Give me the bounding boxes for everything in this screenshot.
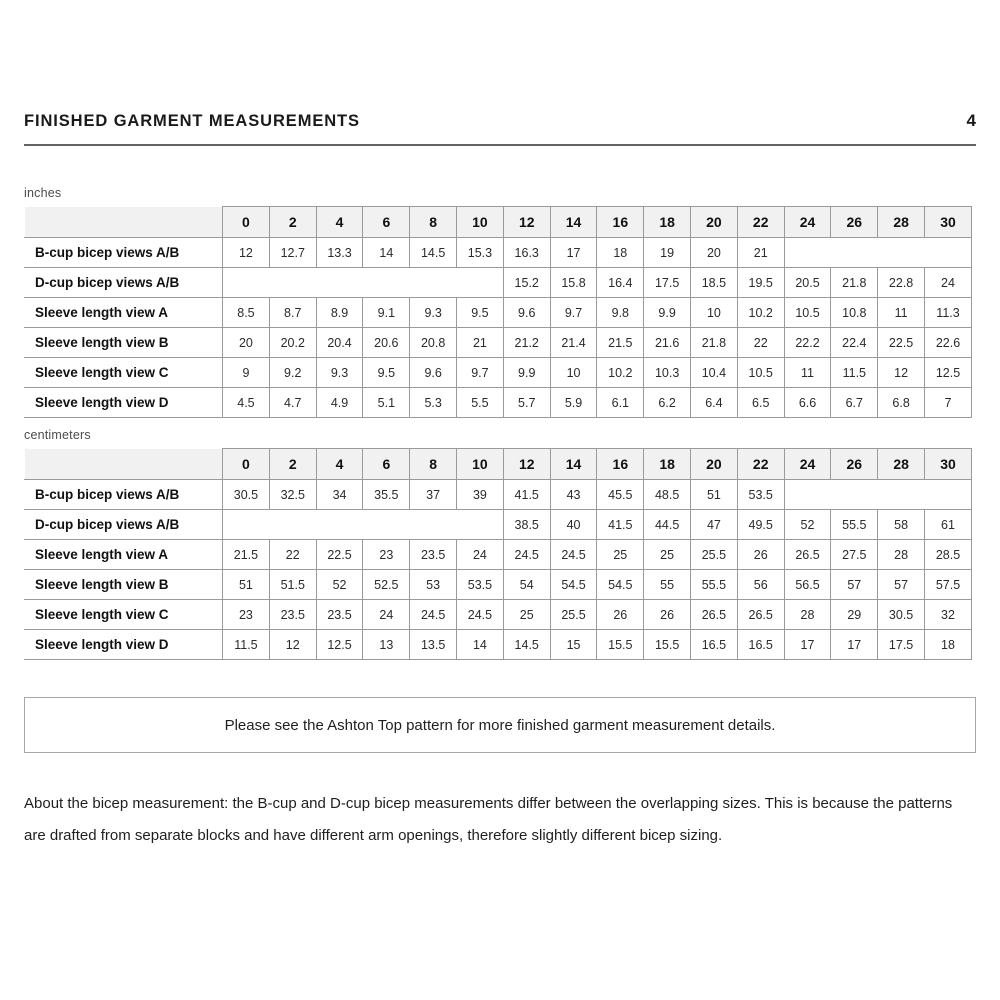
data-cell: 9.6	[410, 358, 457, 388]
empty-cells	[223, 268, 504, 298]
data-cell: 55.5	[691, 570, 738, 600]
data-cell: 18	[925, 630, 972, 660]
data-cell: 14.5	[410, 238, 457, 268]
data-cell: 51	[223, 570, 270, 600]
data-cell: 25	[644, 540, 691, 570]
size-header-0: 0	[223, 449, 270, 480]
data-cell: 11	[784, 358, 831, 388]
data-cell: 44.5	[644, 510, 691, 540]
data-cell: 22.4	[831, 328, 878, 358]
data-cell: 16.5	[691, 630, 738, 660]
data-cell: 37	[410, 480, 457, 510]
data-cell: 18	[597, 238, 644, 268]
data-cell: 55	[644, 570, 691, 600]
data-cell: 23.5	[410, 540, 457, 570]
data-cell: 13.3	[316, 238, 363, 268]
data-cell: 21.8	[831, 268, 878, 298]
data-cell: 6.6	[784, 388, 831, 418]
data-cell: 56.5	[784, 570, 831, 600]
data-cell: 26	[644, 600, 691, 630]
data-cell: 24	[457, 540, 504, 570]
data-cell: 9.8	[597, 298, 644, 328]
data-cell: 54.5	[550, 570, 597, 600]
empty-cells	[784, 480, 971, 510]
data-cell: 20.8	[410, 328, 457, 358]
data-cell: 30.5	[223, 480, 270, 510]
row-label: B-cup bicep views A/B	[25, 238, 223, 268]
data-cell: 4.5	[223, 388, 270, 418]
size-header-18: 18	[644, 207, 691, 238]
size-header-2: 2	[269, 207, 316, 238]
data-cell: 15.5	[644, 630, 691, 660]
data-cell: 54	[503, 570, 550, 600]
data-cell: 10.3	[644, 358, 691, 388]
data-cell: 16.4	[597, 268, 644, 298]
data-cell: 11.5	[223, 630, 270, 660]
data-cell: 8.9	[316, 298, 363, 328]
data-cell: 25	[503, 600, 550, 630]
data-cell: 4.7	[269, 388, 316, 418]
data-cell: 4.9	[316, 388, 363, 418]
data-cell: 9.1	[363, 298, 410, 328]
empty-cells	[784, 238, 971, 268]
data-cell: 17.5	[878, 630, 925, 660]
size-header-4: 4	[316, 449, 363, 480]
data-cell: 26.5	[784, 540, 831, 570]
row-label: Sleeve length view B	[25, 570, 223, 600]
table-row	[25, 510, 972, 540]
data-cell: 10.5	[737, 358, 784, 388]
data-cell: 10.4	[691, 358, 738, 388]
data-cell: 32	[925, 600, 972, 630]
size-header-2: 2	[269, 449, 316, 480]
data-cell: 11	[878, 298, 925, 328]
data-cell: 19	[644, 238, 691, 268]
table-header-row	[25, 207, 972, 238]
data-cell: 9.3	[316, 358, 363, 388]
data-cell: 57	[878, 570, 925, 600]
data-cell: 5.9	[550, 388, 597, 418]
data-cell: 6.7	[831, 388, 878, 418]
data-cell: 53.5	[457, 570, 504, 600]
data-cell: 14	[457, 630, 504, 660]
data-cell: 9.5	[457, 298, 504, 328]
data-cell: 52.5	[363, 570, 410, 600]
data-cell: 16.5	[737, 630, 784, 660]
data-cell: 22.2	[784, 328, 831, 358]
data-cell: 8.5	[223, 298, 270, 328]
data-cell: 56	[737, 570, 784, 600]
size-header-10: 10	[457, 449, 504, 480]
table-row	[25, 328, 972, 358]
size-header-22: 22	[737, 449, 784, 480]
data-cell: 15	[550, 630, 597, 660]
data-cell: 26.5	[737, 600, 784, 630]
table-row	[25, 540, 972, 570]
data-cell: 43	[550, 480, 597, 510]
data-cell: 12.7	[269, 238, 316, 268]
data-cell: 21.4	[550, 328, 597, 358]
data-cell: 20.2	[269, 328, 316, 358]
data-cell: 9.7	[550, 298, 597, 328]
data-cell: 22.8	[878, 268, 925, 298]
data-cell: 13.5	[410, 630, 457, 660]
data-cell: 6.5	[737, 388, 784, 418]
data-cell: 24	[925, 268, 972, 298]
data-cell: 22.6	[925, 328, 972, 358]
title-divider	[24, 144, 976, 146]
data-cell: 9.9	[644, 298, 691, 328]
row-label: Sleeve length view A	[25, 298, 223, 328]
size-header-10: 10	[457, 207, 504, 238]
data-cell: 15.5	[597, 630, 644, 660]
data-cell: 27.5	[831, 540, 878, 570]
table-row	[25, 388, 972, 418]
data-cell: 10.2	[737, 298, 784, 328]
size-header-20: 20	[691, 449, 738, 480]
data-cell: 6.4	[691, 388, 738, 418]
data-cell: 24.5	[503, 540, 550, 570]
data-cell: 20.5	[784, 268, 831, 298]
size-header-12: 12	[503, 207, 550, 238]
data-cell: 16.3	[503, 238, 550, 268]
data-cell: 10	[550, 358, 597, 388]
table-header-row	[25, 449, 972, 480]
data-cell: 38.5	[503, 510, 550, 540]
size-header-30: 30	[925, 207, 972, 238]
data-cell: 14.5	[503, 630, 550, 660]
bicep-note	[24, 788, 976, 852]
data-cell: 24.5	[410, 600, 457, 630]
data-cell: 21.8	[691, 328, 738, 358]
unit-label-inches: inches	[24, 186, 62, 200]
document-header	[24, 112, 976, 129]
empty-cells	[223, 510, 504, 540]
data-cell: 21	[737, 238, 784, 268]
size-header-28: 28	[878, 449, 925, 480]
measurements-table-inches	[24, 206, 972, 418]
data-cell: 22.5	[878, 328, 925, 358]
size-header-14: 14	[550, 449, 597, 480]
size-header-6: 6	[363, 449, 410, 480]
data-cell: 20.6	[363, 328, 410, 358]
data-cell: 23.5	[316, 600, 363, 630]
data-cell: 24.5	[550, 540, 597, 570]
table-row	[25, 630, 972, 660]
measurements-table-centimeters	[24, 448, 972, 660]
row-label: D-cup bicep views A/B	[25, 510, 223, 540]
data-cell: 5.3	[410, 388, 457, 418]
size-header-22: 22	[737, 207, 784, 238]
row-label: Sleeve length view B	[25, 328, 223, 358]
note-paragraph: About the bicep measurement: the B-cup and D-cup bicep measurements differ between the overlapping sizes. This is because the patterns are drafted from separate blocks and have different arm openings, therefore slightly different bicep sizing.	[24, 795, 953, 844]
data-cell: 15.2	[503, 268, 550, 298]
table-row	[25, 480, 972, 510]
data-cell: 51.5	[269, 570, 316, 600]
data-cell: 9.5	[363, 358, 410, 388]
data-cell: 17.5	[644, 268, 691, 298]
data-cell: 7	[925, 388, 972, 418]
table-corner-cell	[25, 449, 223, 480]
data-cell: 5.5	[457, 388, 504, 418]
table-row	[25, 600, 972, 630]
size-header-8: 8	[410, 207, 457, 238]
size-header-16: 16	[597, 207, 644, 238]
data-cell: 5.7	[503, 388, 550, 418]
callout-box	[24, 697, 976, 753]
data-cell: 9.7	[457, 358, 504, 388]
size-header-24: 24	[784, 207, 831, 238]
data-cell: 28	[784, 600, 831, 630]
data-cell: 20.4	[316, 328, 363, 358]
data-cell: 15.3	[457, 238, 504, 268]
data-cell: 22	[737, 328, 784, 358]
size-header-12: 12	[503, 449, 550, 480]
unit-label-centimeters: centimeters	[24, 428, 91, 442]
data-cell: 28.5	[925, 540, 972, 570]
size-header-14: 14	[550, 207, 597, 238]
table-row	[25, 238, 972, 268]
size-header-16: 16	[597, 449, 644, 480]
data-cell: 9.3	[410, 298, 457, 328]
callout-text: Please see the Ashton Top pattern for more finished garment measurement details.	[224, 716, 776, 734]
row-label: Sleeve length view C	[25, 600, 223, 630]
size-header-26: 26	[831, 207, 878, 238]
data-cell: 25.5	[550, 600, 597, 630]
data-cell: 10.8	[831, 298, 878, 328]
data-cell: 53.5	[737, 480, 784, 510]
size-header-6: 6	[363, 207, 410, 238]
data-cell: 47	[691, 510, 738, 540]
data-cell: 15.8	[550, 268, 597, 298]
data-cell: 11.5	[831, 358, 878, 388]
size-header-28: 28	[878, 207, 925, 238]
data-cell: 23.5	[269, 600, 316, 630]
data-cell: 9.9	[503, 358, 550, 388]
data-cell: 61	[925, 510, 972, 540]
page-title: FINISHED GARMENT MEASUREMENTS	[24, 111, 360, 130]
table-row	[25, 268, 972, 298]
data-cell: 9	[223, 358, 270, 388]
data-cell: 22	[269, 540, 316, 570]
data-cell: 12.5	[925, 358, 972, 388]
data-cell: 49.5	[737, 510, 784, 540]
table-corner-cell	[25, 207, 223, 238]
data-cell: 13	[363, 630, 410, 660]
data-cell: 21.5	[597, 328, 644, 358]
data-cell: 21.6	[644, 328, 691, 358]
data-cell: 52	[784, 510, 831, 540]
data-cell: 10	[691, 298, 738, 328]
data-cell: 34	[316, 480, 363, 510]
data-cell: 12.5	[316, 630, 363, 660]
size-header-0: 0	[223, 207, 270, 238]
size-header-26: 26	[831, 449, 878, 480]
row-label: Sleeve length view C	[25, 358, 223, 388]
data-cell: 20	[223, 328, 270, 358]
table-row	[25, 358, 972, 388]
size-header-18: 18	[644, 449, 691, 480]
data-cell: 29	[831, 600, 878, 630]
data-cell: 41.5	[597, 510, 644, 540]
size-header-20: 20	[691, 207, 738, 238]
row-label: Sleeve length view D	[25, 388, 223, 418]
data-cell: 20	[691, 238, 738, 268]
data-cell: 25	[597, 540, 644, 570]
data-cell: 17	[831, 630, 878, 660]
data-cell: 54.5	[597, 570, 644, 600]
size-header-24: 24	[784, 449, 831, 480]
size-header-8: 8	[410, 449, 457, 480]
data-cell: 48.5	[644, 480, 691, 510]
data-cell: 21.2	[503, 328, 550, 358]
data-cell: 53	[410, 570, 457, 600]
data-cell: 24.5	[457, 600, 504, 630]
data-cell: 6.2	[644, 388, 691, 418]
data-cell: 40	[550, 510, 597, 540]
data-cell: 6.8	[878, 388, 925, 418]
data-cell: 9.6	[503, 298, 550, 328]
table-row	[25, 570, 972, 600]
data-cell: 12	[223, 238, 270, 268]
data-cell: 22.5	[316, 540, 363, 570]
data-cell: 52	[316, 570, 363, 600]
data-cell: 12	[878, 358, 925, 388]
data-cell: 5.1	[363, 388, 410, 418]
data-cell: 39	[457, 480, 504, 510]
data-cell: 18.5	[691, 268, 738, 298]
data-cell: 19.5	[737, 268, 784, 298]
data-cell: 10.2	[597, 358, 644, 388]
data-cell: 21.5	[223, 540, 270, 570]
data-cell: 57	[831, 570, 878, 600]
data-cell: 17	[784, 630, 831, 660]
row-label: B-cup bicep views A/B	[25, 480, 223, 510]
size-header-4: 4	[316, 207, 363, 238]
row-label: Sleeve length view D	[25, 630, 223, 660]
data-cell: 23	[223, 600, 270, 630]
data-cell: 23	[363, 540, 410, 570]
data-cell: 14	[363, 238, 410, 268]
data-cell: 12	[269, 630, 316, 660]
data-cell: 21	[457, 328, 504, 358]
data-cell: 26	[737, 540, 784, 570]
data-cell: 41.5	[503, 480, 550, 510]
data-cell: 6.1	[597, 388, 644, 418]
data-cell: 57.5	[925, 570, 972, 600]
row-label: D-cup bicep views A/B	[25, 268, 223, 298]
data-cell: 28	[878, 540, 925, 570]
data-cell: 30.5	[878, 600, 925, 630]
data-cell: 11.3	[925, 298, 972, 328]
size-header-30: 30	[925, 449, 972, 480]
data-cell: 55.5	[831, 510, 878, 540]
data-cell: 51	[691, 480, 738, 510]
data-cell: 58	[878, 510, 925, 540]
data-cell: 8.7	[269, 298, 316, 328]
table-row	[25, 298, 972, 328]
data-cell: 26.5	[691, 600, 738, 630]
page-number: 4	[966, 111, 976, 130]
data-cell: 32.5	[269, 480, 316, 510]
data-cell: 24	[363, 600, 410, 630]
data-cell: 25.5	[691, 540, 738, 570]
data-cell: 9.2	[269, 358, 316, 388]
row-label: Sleeve length view A	[25, 540, 223, 570]
data-cell: 26	[597, 600, 644, 630]
data-cell: 35.5	[363, 480, 410, 510]
data-cell: 10.5	[784, 298, 831, 328]
data-cell: 45.5	[597, 480, 644, 510]
data-cell: 17	[550, 238, 597, 268]
